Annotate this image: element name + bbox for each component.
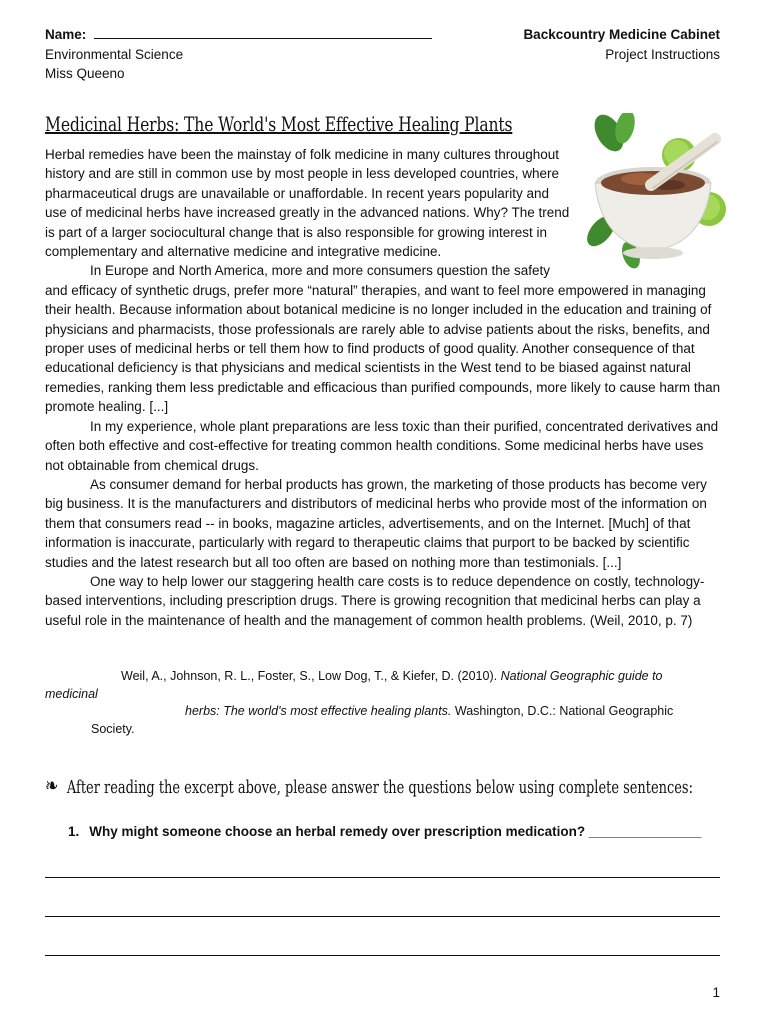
paragraph-4: As consumer demand for herbal products has grown, the marketing of those products has become very big business. It is the manufacturers and distributors of medicinal herbs who provide most of the information on them that consumers read -- in books, magazine articles, advertisements, and on the Internet. [Much] of that information is inaccurate, particularly with regard to therapeutic claims that purport to be backed by scientific studies and the latest research but all too often are based on nothing more than testimonials. [...] [45, 476, 707, 570]
name-label: Name: [45, 27, 87, 42]
instructions-heading [45, 774, 693, 799]
document-title: Medicinal Herbs: The World's Most Effective Healing Plants [45, 112, 513, 136]
question-1 [68, 824, 702, 839]
name-blank-line[interactable] [94, 25, 432, 39]
citation [45, 668, 705, 738]
question-number: 1. [68, 824, 80, 839]
excerpt-body [45, 145, 723, 630]
citation-title-part3: herbs: The world's most effective healing plants. [185, 704, 452, 718]
header-right [523, 25, 720, 64]
header-left [45, 25, 432, 84]
herb-mortar-image [581, 113, 729, 271]
citation-line-1 [45, 668, 705, 686]
floral-bullet-icon: ❧ [45, 774, 59, 799]
name-row [45, 25, 432, 45]
citation-title-part2: medicinal [45, 686, 98, 701]
citation-title-part1: National Geographic guide to [500, 669, 663, 683]
page-number: 1 [712, 985, 720, 1000]
citation-line-3 [45, 703, 705, 721]
answer-line-3[interactable] [45, 955, 720, 956]
teacher-name: Miss Queeno [45, 66, 125, 81]
paragraph-3: In my experience, whole plant preparations are less toxic than their purified, concentrated derivatives and often both effective and cost-effective for treating common health conditions. Some medicinal herbs have uses not obtainable from chemical drugs. [45, 418, 719, 473]
answer-line-2[interactable] [45, 916, 720, 917]
paragraph-5: One way to help lower our staggering health care costs is to reduce dependence on costly, technology-based interventions, including prescription drugs. There is growing recognition that medicinal herbs can play a useful role in the maintenance of health and the management of common health problems. (Weil, 2010, p. 7) [45, 573, 705, 628]
answer-line-1[interactable] [45, 877, 720, 878]
paragraph-2: In Europe and North America, more and more consumers question the safety and efficacy of synthetic drugs, prefer more “natural” therapies, and want to feel more empowered in managing their health. Because information about botanical medicine is no longer included in the education and training of physicians and pharmacists, those professionals are rarely able to advise patients about the risks, benefits, and proper uses of medicinal herbs or tell them how to find products of good quality. Another consequence of that educational deficiency is that physicians and medical scientists in the West tend to be biased against natural remedies, ranking them less predictable and efficacious than purified compounds, more likely to cause harm than promote healing. [...] [45, 263, 721, 415]
project-title: Backcountry Medicine Cabinet [523, 27, 720, 42]
mortar-pestle-icon [581, 113, 729, 271]
citation-publisher: Washington, D.C.: National Geographic [454, 704, 674, 718]
citation-line-4: Society. [91, 721, 135, 736]
paragraph-1: Herbal remedies have been the mainstay of folk medicine in many cultures throughout history and are still in common use by most people in less developed countries, where pharmaceutical drugs are unavailable or unaffordable. In recent years popularity and use of medicinal herbs have increased greatly in the advanced nations. Why? The trend is part of a larger sociocultural change that is also responsible for growing interest in complementary and alternative medicine and integrative medicine. [45, 147, 570, 260]
question-text: Why might someone choose an herbal remedy over prescription medication? _______________ [89, 824, 702, 839]
instructions-heading-text: After reading the excerpt above, please answer the questions below using complete sentences: [66, 777, 693, 798]
project-subtitle: Project Instructions [605, 46, 720, 62]
citation-line-2 [45, 686, 705, 704]
citation-authors: Weil, A., Johnson, R. L., Foster, S., Low Dog, T., & Kiefer, D. (2010). [121, 669, 498, 683]
course-name: Environmental Science [45, 46, 184, 62]
